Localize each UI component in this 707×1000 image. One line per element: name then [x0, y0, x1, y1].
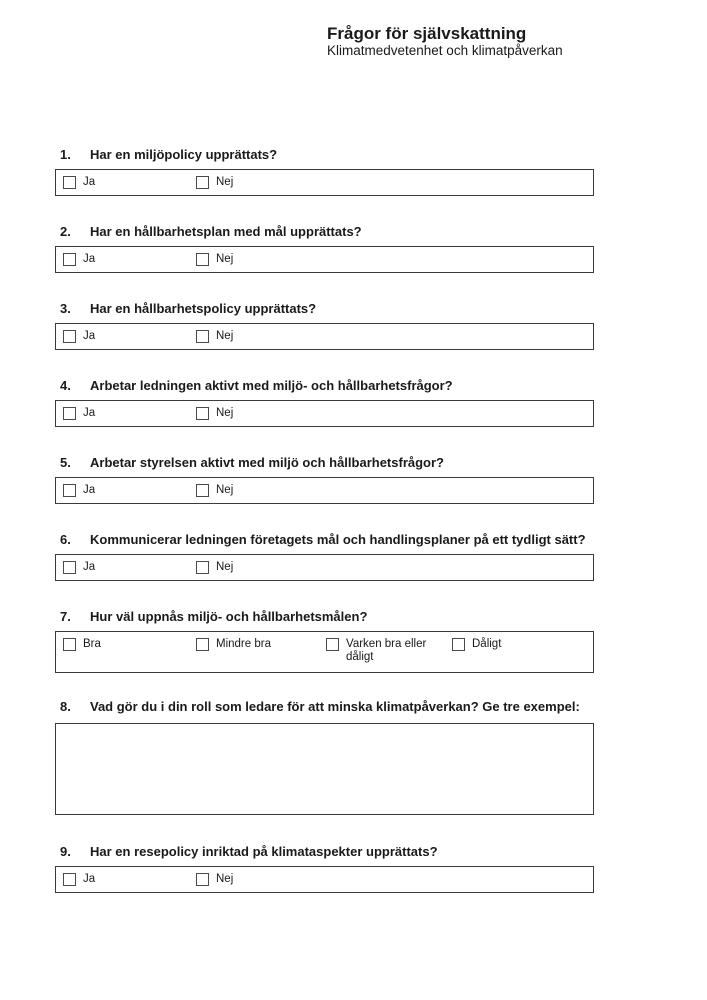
question-list [0, 147, 707, 921]
question-label [0, 301, 707, 316]
question-block [0, 224, 707, 273]
question-number: 9. [60, 844, 71, 859]
page-header [327, 24, 563, 59]
answer-box [55, 477, 594, 504]
option-ja[interactable] [63, 401, 95, 426]
option-nej[interactable] [196, 247, 233, 272]
checkbox-icon[interactable] [63, 407, 76, 420]
answer-box [55, 169, 594, 196]
question-block [0, 609, 707, 673]
question-block [0, 147, 707, 196]
question-block [0, 532, 707, 581]
option-label: Ja [83, 253, 96, 266]
page-title: Frågor för självskattning [327, 24, 527, 43]
question-text: Har en hållbarhetspolicy upprättats? [90, 301, 317, 316]
question-label [0, 699, 707, 714]
option-ja[interactable] [63, 324, 95, 349]
option-d-ligt[interactable] [452, 632, 501, 672]
free-text-box[interactable] [55, 723, 594, 815]
checkbox-icon[interactable] [63, 561, 76, 574]
option-ja[interactable] [63, 555, 95, 580]
question-text: Vad gör du i din roll som ledare för att minska klimatpåverkan? Ge tre exempel: [90, 699, 580, 714]
answer-box [55, 323, 594, 350]
option-label: Ja [83, 176, 96, 189]
option-label: Ja [83, 407, 96, 420]
option-label: Ja [83, 873, 96, 886]
checkbox-icon[interactable] [196, 176, 209, 189]
question-label [0, 224, 707, 239]
question-number: 1. [60, 147, 71, 162]
option-nej[interactable] [196, 555, 233, 580]
question-text: Har en hållbarhetsplan med mål upprättats? [90, 224, 362, 239]
question-label [0, 609, 707, 624]
question-text: Hur väl uppnås miljö- och hållbarhetsmålen? [90, 609, 368, 624]
question-number: 3. [60, 301, 71, 316]
checkbox-icon[interactable] [63, 873, 76, 886]
question-number: 8. [60, 699, 71, 714]
option-varken-bra-eller-d-ligt[interactable] [326, 632, 450, 672]
question-block [0, 378, 707, 427]
question-label [0, 455, 707, 470]
option-label: Dåligt [472, 638, 502, 650]
checkbox-icon[interactable] [196, 330, 209, 343]
checkbox-icon[interactable] [63, 484, 76, 497]
question-block [0, 844, 707, 893]
option-nej[interactable] [196, 324, 233, 349]
checkbox-icon[interactable] [196, 407, 209, 420]
option-nej[interactable] [196, 170, 233, 195]
option-nej[interactable] [196, 478, 233, 503]
option-nej[interactable] [196, 401, 233, 426]
option-label: Nej [216, 873, 234, 886]
checkbox-icon[interactable] [196, 484, 209, 497]
option-mindre-bra[interactable] [196, 632, 271, 672]
option-bra[interactable] [63, 632, 101, 672]
option-label: Bra [83, 638, 101, 650]
checkbox-icon[interactable] [63, 253, 76, 266]
question-text: Har en miljöpolicy upprättats? [90, 147, 278, 162]
question-text: Arbetar styrelsen aktivt med miljö och hållbarhetsfrågor? [90, 455, 444, 470]
option-nej[interactable] [196, 867, 233, 892]
option-label: Ja [83, 330, 96, 343]
option-label: Nej [216, 484, 234, 497]
question-text: Arbetar ledningen aktivt med miljö- och hållbarhetsfrågor? [90, 378, 453, 393]
option-ja[interactable] [63, 478, 95, 503]
question-number: 2. [60, 224, 71, 239]
question-number: 5. [60, 455, 71, 470]
answer-box [55, 631, 594, 673]
question-label [0, 147, 707, 162]
option-label: Nej [216, 330, 234, 343]
checkbox-icon[interactable] [196, 253, 209, 266]
question-number: 4. [60, 378, 71, 393]
question-label [0, 378, 707, 393]
checkbox-icon[interactable] [452, 638, 465, 651]
question-label [0, 532, 707, 547]
checkbox-icon[interactable] [63, 176, 76, 189]
page-subtitle: Klimatmedvetenhet och klimatpåverkan [327, 43, 563, 58]
option-label: Ja [83, 484, 96, 497]
option-label: Mindre bra [216, 638, 271, 650]
checkbox-icon[interactable] [326, 638, 339, 651]
option-ja[interactable] [63, 867, 95, 892]
option-label: Nej [216, 561, 234, 574]
question-block [0, 455, 707, 504]
checkbox-icon[interactable] [63, 638, 76, 651]
question-number: 6. [60, 532, 71, 547]
option-ja[interactable] [63, 170, 95, 195]
answer-box [55, 554, 594, 581]
option-label: Varken bra eller dåligt [346, 638, 427, 663]
question-label [0, 844, 707, 859]
answer-box [55, 866, 594, 893]
option-label: Nej [216, 407, 234, 420]
checkbox-icon[interactable] [196, 561, 209, 574]
answer-box [55, 246, 594, 273]
option-ja[interactable] [63, 247, 95, 272]
question-block [0, 301, 707, 350]
checkbox-icon[interactable] [63, 330, 76, 343]
checkbox-icon[interactable] [196, 873, 209, 886]
question-text: Kommunicerar ledningen företagets mål och handlingsplaner på ett tydligt sätt? [90, 532, 586, 547]
question-block [0, 699, 707, 815]
option-label: Nej [216, 176, 234, 189]
question-text: Har en resepolicy inriktad på klimataspekter upprättats? [90, 844, 438, 859]
checkbox-icon[interactable] [196, 638, 209, 651]
option-label: Ja [83, 561, 96, 574]
option-label: Nej [216, 253, 234, 266]
answer-box [55, 400, 594, 427]
question-number: 7. [60, 609, 71, 624]
